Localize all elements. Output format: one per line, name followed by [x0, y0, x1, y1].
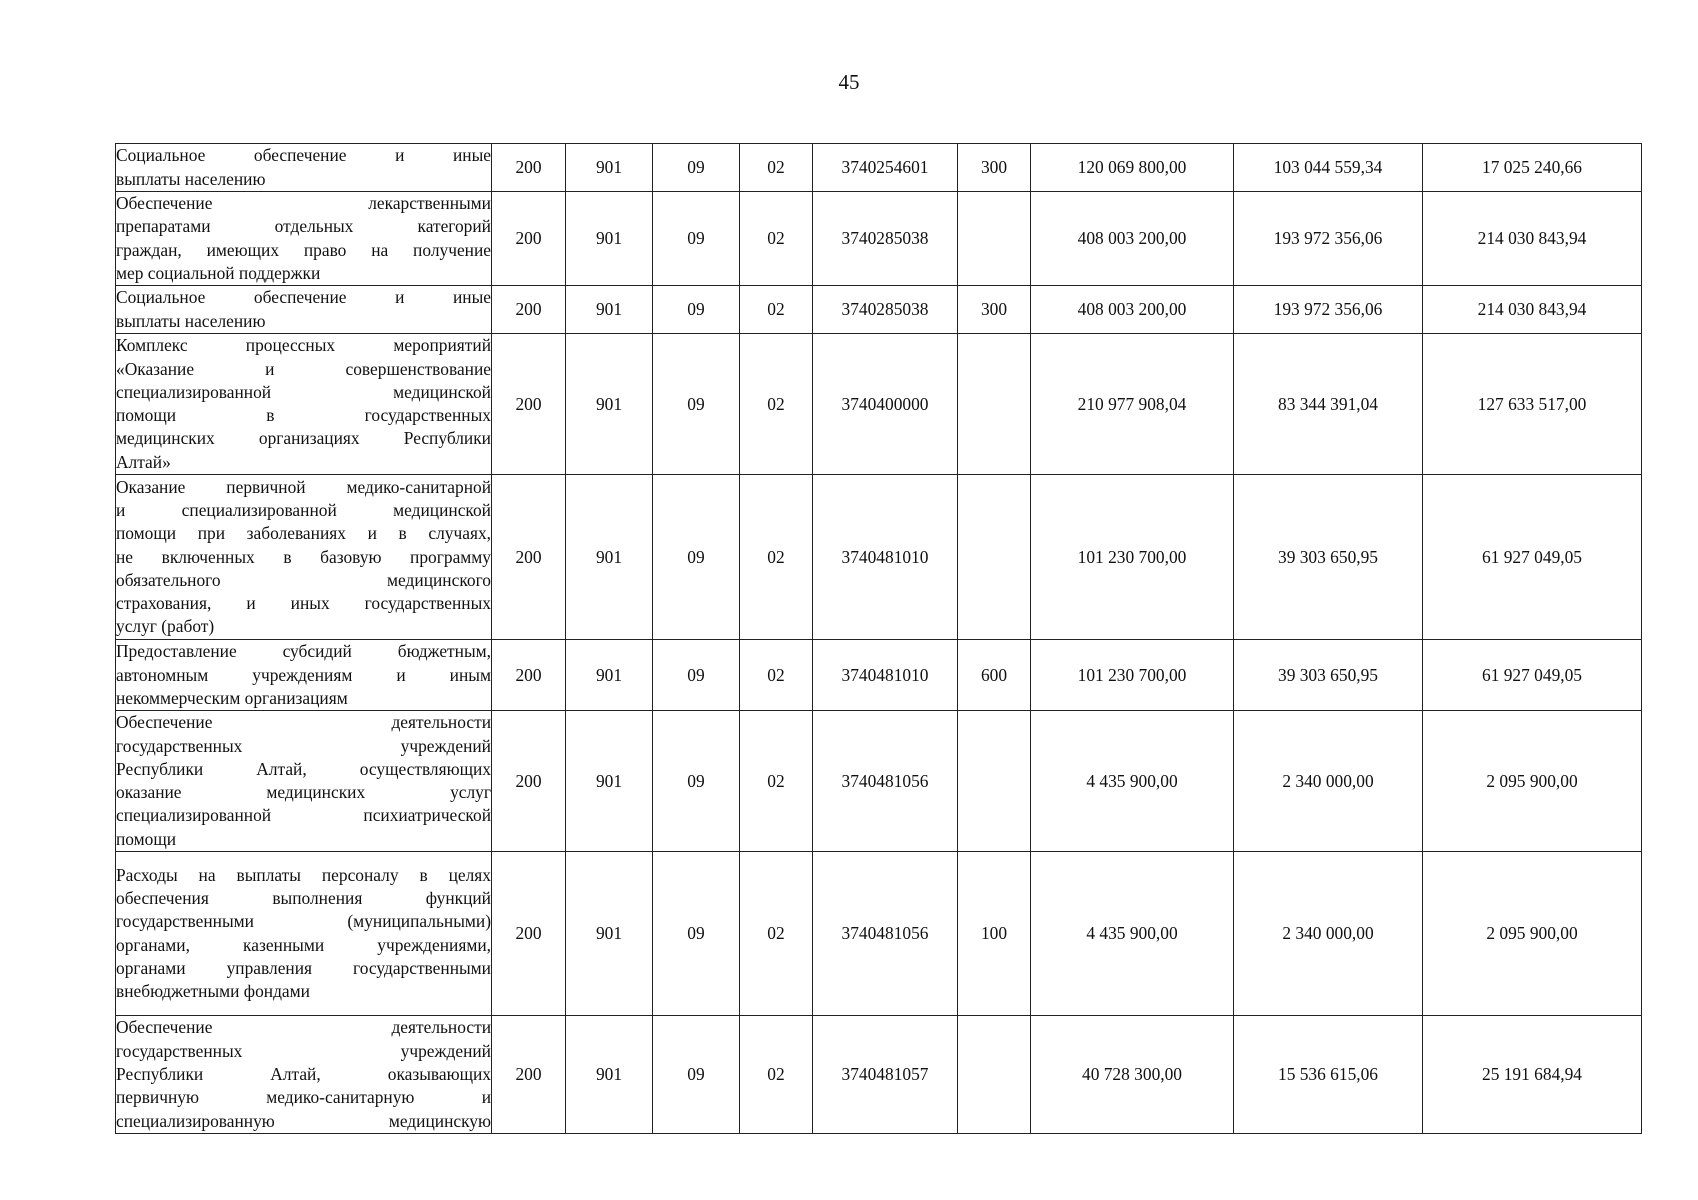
row-description: [116, 711, 492, 852]
description-line: выплаты населению: [116, 310, 266, 331]
description-line: государственных учреждений: [116, 1040, 491, 1061]
description-line: органами управления государственными: [116, 957, 491, 978]
description-line: услуг (работ): [116, 616, 215, 637]
table-row: [116, 852, 1642, 1016]
subsection-code: 02: [740, 711, 813, 852]
description-line: помощи при заболеваниях и в случаях,: [116, 523, 491, 544]
description-line: препаратами отдельных категорий: [116, 216, 491, 237]
table-row: [116, 144, 1642, 192]
subsection-code: 02: [740, 852, 813, 1016]
expense-type-code: 600: [958, 640, 1031, 711]
code-column-2: 901: [566, 475, 653, 640]
executed-amount: 15 536 615,06: [1234, 1016, 1423, 1134]
description-line: не включенных в базовую программу: [116, 546, 491, 567]
description-line: внебюджетными фондами: [116, 981, 310, 1002]
target-article-code: 3740481010: [813, 475, 958, 640]
executed-amount: 2 340 000,00: [1234, 852, 1423, 1016]
table-row: [116, 334, 1642, 475]
planned-amount: 40 728 300,00: [1031, 1016, 1234, 1134]
section-code: 09: [653, 334, 740, 475]
description-line: Обеспечение деятельности: [116, 1017, 491, 1038]
row-description: [116, 286, 492, 334]
subsection-code: 02: [740, 192, 813, 286]
planned-amount: 4 435 900,00: [1031, 711, 1234, 852]
code-column-1: 200: [492, 640, 566, 711]
description-line: помощи в государственных: [116, 405, 491, 426]
description-line: Предоставление субсидий бюджетным,: [116, 641, 491, 662]
description-line: Комплекс процессных мероприятий: [116, 335, 491, 356]
description-line: страхования, и иных государственных: [116, 593, 491, 614]
description-line: выплаты населению: [116, 168, 266, 189]
table-body: [116, 144, 1642, 1134]
remaining-amount: 127 633 517,00: [1423, 334, 1642, 475]
description-line: Алтай»: [116, 451, 171, 472]
row-description: [116, 1016, 492, 1134]
description-line: оказание медицинских услуг: [116, 782, 491, 803]
code-column-1: 200: [492, 192, 566, 286]
description-line: помощи: [116, 828, 177, 849]
target-article-code: 3740400000: [813, 334, 958, 475]
target-article-code: 3740481056: [813, 711, 958, 852]
subsection-code: 02: [740, 334, 813, 475]
planned-amount: 120 069 800,00: [1031, 144, 1234, 192]
code-column-2: 901: [566, 640, 653, 711]
description-line: Обеспечение деятельности: [116, 712, 491, 733]
planned-amount: 210 977 908,04: [1031, 334, 1234, 475]
description-line: Социальное обеспечение и иные: [116, 287, 491, 308]
expense-type-code: 300: [958, 286, 1031, 334]
budget-table: [115, 143, 1642, 1134]
description-line: государственными (муниципальными): [116, 911, 491, 932]
description-line: медицинских организациях Республики: [116, 428, 491, 449]
section-code: 09: [653, 286, 740, 334]
code-column-2: 901: [566, 711, 653, 852]
description-line: органами, казенными учреждениями,: [116, 934, 491, 955]
section-code: 09: [653, 711, 740, 852]
remaining-amount: 2 095 900,00: [1423, 711, 1642, 852]
expense-type-code: [958, 711, 1031, 852]
expense-type-code: [958, 192, 1031, 286]
remaining-amount: 214 030 843,94: [1423, 192, 1642, 286]
planned-amount: 408 003 200,00: [1031, 192, 1234, 286]
code-column-2: 901: [566, 852, 653, 1016]
code-column-1: 200: [492, 286, 566, 334]
remaining-amount: 61 927 049,05: [1423, 640, 1642, 711]
description-line: государственных учреждений: [116, 735, 491, 756]
section-code: 09: [653, 640, 740, 711]
description-line: Социальное обеспечение и иные: [116, 145, 491, 166]
page-number: 45: [838, 70, 860, 94]
description-line: специализированной медицинской: [116, 381, 491, 402]
subsection-code: 02: [740, 640, 813, 711]
table-row: [116, 640, 1642, 711]
table-row: [116, 475, 1642, 640]
remaining-amount: 17 025 240,66: [1423, 144, 1642, 192]
description-line: граждан, имеющих право на получение: [116, 239, 491, 260]
description-line: Обеспечение лекарственными: [116, 193, 491, 213]
row-description: [116, 640, 492, 711]
code-column-1: 200: [492, 1016, 566, 1134]
executed-amount: 193 972 356,06: [1234, 192, 1423, 286]
expense-type-code: 100: [958, 852, 1031, 1016]
target-article-code: 3740481056: [813, 852, 958, 1016]
description-line: мер социальной поддержки: [116, 262, 321, 283]
expense-type-code: [958, 475, 1031, 640]
description-line: и специализированной медицинской: [116, 499, 491, 520]
planned-amount: 101 230 700,00: [1031, 640, 1234, 711]
section-code: 09: [653, 192, 740, 286]
code-column-1: 200: [492, 475, 566, 640]
planned-amount: 101 230 700,00: [1031, 475, 1234, 640]
planned-amount: 408 003 200,00: [1031, 286, 1234, 334]
expense-type-code: [958, 334, 1031, 475]
code-column-2: 901: [566, 286, 653, 334]
executed-amount: 193 972 356,06: [1234, 286, 1423, 334]
expense-type-code: 300: [958, 144, 1031, 192]
remaining-amount: 2 095 900,00: [1423, 852, 1642, 1016]
description-line: «Оказание и совершенствование: [116, 358, 491, 379]
target-article-code: 3740481057: [813, 1016, 958, 1134]
description-line: обеспечения выполнения функций: [116, 888, 491, 909]
target-article-code: 3740285038: [813, 286, 958, 334]
subsection-code: 02: [740, 144, 813, 192]
description-line: специализированной психиатрической: [116, 805, 491, 826]
description-line: некоммерческим организациям: [116, 687, 348, 708]
expense-type-code: [958, 1016, 1031, 1134]
section-code: 09: [653, 144, 740, 192]
remaining-amount: 61 927 049,05: [1423, 475, 1642, 640]
code-column-1: 200: [492, 852, 566, 1016]
description-line: Республики Алтай, оказывающих: [116, 1064, 491, 1085]
description-line: обязательного медицинского: [116, 569, 491, 590]
row-description: [116, 334, 492, 475]
code-column-1: 200: [492, 144, 566, 192]
subsection-code: 02: [740, 286, 813, 334]
code-column-1: 200: [492, 711, 566, 852]
description-line: первичную медико-санитарную и: [116, 1087, 491, 1108]
target-article-code: 3740254601: [813, 144, 958, 192]
description-line: Республики Алтай, осуществляющих: [116, 758, 491, 779]
code-column-1: 200: [492, 334, 566, 475]
row-description: [116, 852, 492, 1016]
code-column-2: 901: [566, 144, 653, 192]
code-column-2: 901: [566, 192, 653, 286]
row-description: [116, 192, 492, 286]
row-description: [116, 475, 492, 640]
description-line: специализированную медицинскую: [116, 1110, 491, 1131]
executed-amount: 103 044 559,34: [1234, 144, 1423, 192]
description-line: Оказание первичной медико-санитарной: [116, 476, 491, 497]
executed-amount: 39 303 650,95: [1234, 475, 1423, 640]
remaining-amount: 214 030 843,94: [1423, 286, 1642, 334]
description-line: Расходы на выплаты персоналу в целях: [116, 864, 491, 885]
subsection-code: 02: [740, 1016, 813, 1134]
target-article-code: 3740481010: [813, 640, 958, 711]
code-column-2: 901: [566, 1016, 653, 1134]
section-code: 09: [653, 852, 740, 1016]
planned-amount: 4 435 900,00: [1031, 852, 1234, 1016]
table-row: [116, 1016, 1642, 1134]
executed-amount: 39 303 650,95: [1234, 640, 1423, 711]
description-line: автономным учреждениям и иным: [116, 664, 491, 685]
executed-amount: 2 340 000,00: [1234, 711, 1423, 852]
section-code: 09: [653, 1016, 740, 1134]
table-row: [116, 711, 1642, 852]
target-article-code: 3740285038: [813, 192, 958, 286]
section-code: 09: [653, 475, 740, 640]
table-row: [116, 192, 1642, 286]
subsection-code: 02: [740, 475, 813, 640]
remaining-amount: 25 191 684,94: [1423, 1016, 1642, 1134]
row-description: [116, 144, 492, 192]
code-column-2: 901: [566, 334, 653, 475]
table-row: [116, 286, 1642, 334]
executed-amount: 83 344 391,04: [1234, 334, 1423, 475]
